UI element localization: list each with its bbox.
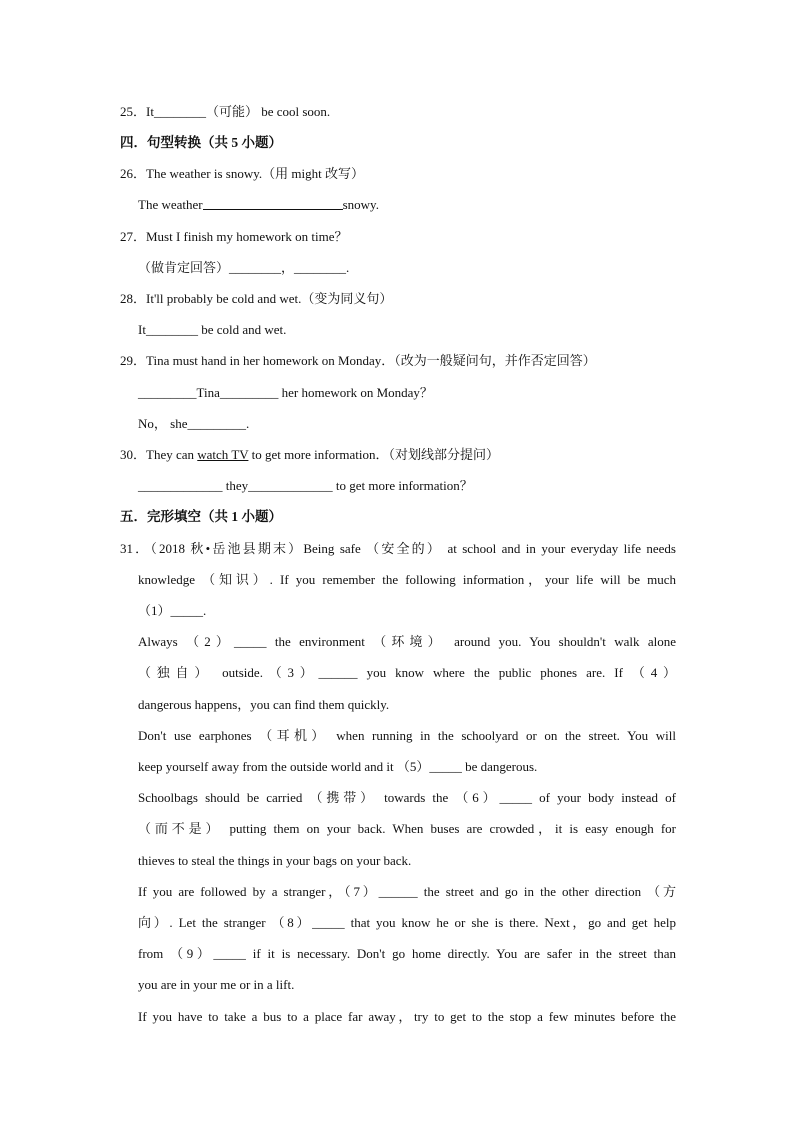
question-28-answer [138,321,676,339]
passage-text: （1）_____. [138,603,207,618]
passage-text: Schoolbags should be carried （携带） towards the （6）_____ of your body instead of [138,790,676,805]
passage-line [138,789,676,807]
passage-text: knowledge （知识）. If you remember the following information，your life will be much [138,572,676,587]
question-30-post: to get more information．（对划线部分提问） [248,447,500,462]
passage-text: （独自） outside.（3）______ you know where the public phones are. If （4） [138,665,676,680]
question-26-answer [138,196,676,214]
question-29-answer-2 [138,415,676,433]
answer-blank[interactable] [203,197,343,210]
passage-text: thieves to steal the things in your bags on your back. [138,853,412,868]
question-29 [120,352,676,370]
passage-line [138,976,676,994]
question-30-pre: 30．They can [120,447,198,462]
question-30-answer-text: _____________ they_____________ to get more information？ [138,478,473,493]
section-5-heading [120,508,676,526]
passage-text: 向）. Let the stranger （8）_____ that you know he or she is there. Next，go and get help [138,915,676,930]
passage-line [138,758,676,776]
question-29-text: 29．Tina must hand in her homework on Monday．（改为一般疑问句，并作否定回答） [120,353,596,368]
passage-text: dangerous happens，you can find them quickly. [138,697,390,712]
passage-line [138,883,676,901]
passage-text: （而不是） putting them on your back. When buses are crowded，it is easy enough for [138,821,676,836]
section-4-heading [120,134,676,152]
question-29-answer-1-text: _________Tina_________ her homework on Monday？ [138,385,433,400]
passage-line [138,945,676,963]
passage-text: Always （2）_____ the environment （环境） around you. You shouldn't walk alone [138,634,676,649]
question-29-answer-1 [138,384,676,402]
section-5-heading-text: 五．完形填空（共 1 小题） [120,509,282,524]
passage-line [138,664,676,682]
passage-line [138,1008,676,1026]
question-30-answer [138,477,676,495]
question-26-answer-post: snowy. [342,197,379,212]
question-28-answer-text: It________ be cold and wet. [138,322,287,337]
underlined-phrase: watch TV [197,447,249,462]
passage-text: 31．（2018 秋•岳池县期末）Being safe （安全的） at school and in your everyday life needs [120,541,676,556]
question-27-answer [138,259,676,277]
section-4-heading-text: 四．句型转换（共 5 小题） [120,135,282,150]
passage-line [138,914,676,932]
question-27-answer-text: （做肯定回答）________，________. [138,260,350,275]
question-27 [120,228,676,246]
passage-line [138,633,676,651]
question-27-text: 27．Must I finish my homework on time？ [120,229,348,244]
passage-line [120,540,676,558]
passage-line [138,696,676,714]
passage-text: you are in your me or in a lift. [138,977,295,992]
passage-text: keep yourself away from the outside world and it （5）_____ be dangerous. [138,759,538,774]
passage-line [138,727,676,745]
passage-text: from （9）_____ if it is necessary. Don't go home directly. You are safer in the street than [138,946,676,961]
passage-line [138,820,676,838]
passage-text: If you are followed by a stranger，（7）______ the street and go in the other direction （方 [138,884,676,899]
question-26-text: 26．The weather is snowy.（用 might 改写） [120,166,364,181]
question-26 [120,165,676,183]
question-30 [120,446,676,464]
question-29-answer-2-text: No， she_________. [138,416,250,431]
question-28-text: 28．It'll probably be cold and wet.（变为同义句） [120,291,393,306]
question-26-answer-pre: The weather [138,197,203,212]
passage-line [138,852,676,870]
passage-line [138,571,676,589]
passage-line [138,602,676,620]
question-25-text: 25．It________（可能） be cool soon. [120,104,331,119]
passage-text: Don't use earphones （耳机） when running in the schoolyard or on the street. You will [138,728,676,743]
passage-text: If you have to take a bus to a place far away，try to get to the stop a few minutes before the [138,1009,676,1024]
question-28 [120,290,676,308]
question-25 [120,103,676,121]
